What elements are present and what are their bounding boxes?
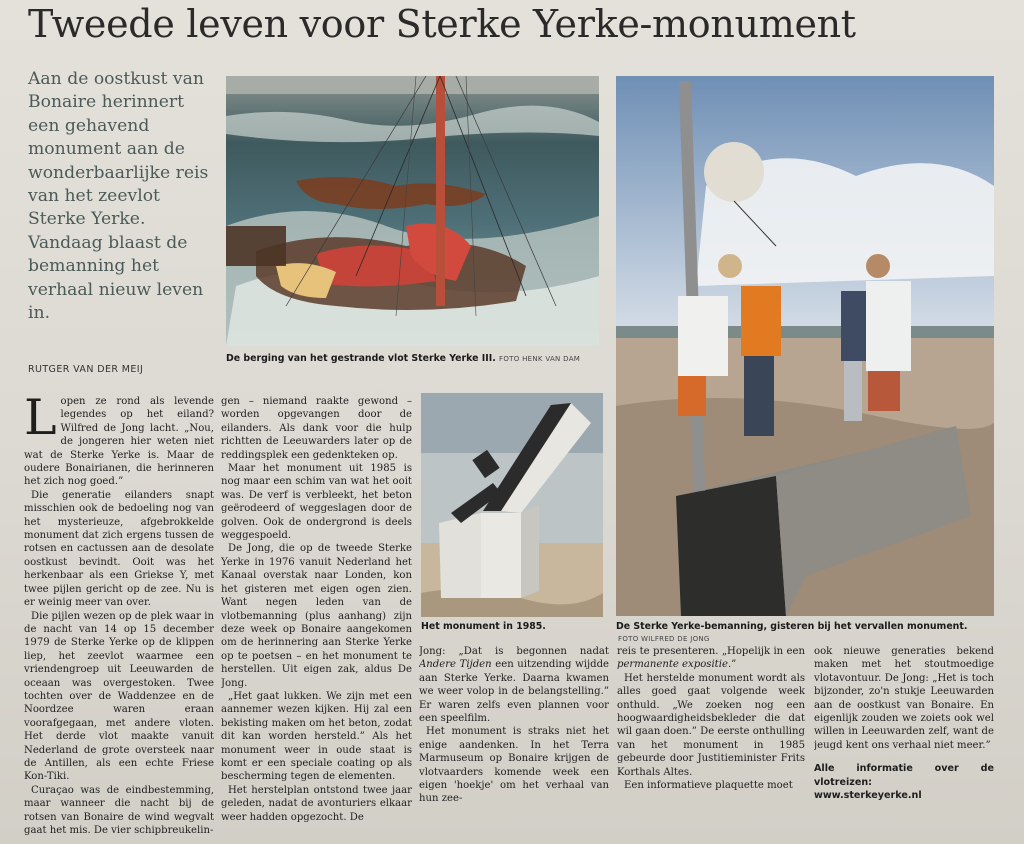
body-column-4: [617, 645, 805, 840]
text-run: reis te presenteren. „Hopelijk in een: [617, 646, 805, 657]
dropcap: L: [24, 395, 57, 446]
italic-phrase: permanente expositie: [617, 659, 728, 671]
paragraph: „Het gaat lukken. We zijn met een aannemer wezen kijken. Hij zal een bekisting maken om het beton, zodat dit kan worden hersteld.” Als het monument weer in oude staat is komt er een speciale coating op als bescherming tegen de elementen.: [221, 690, 412, 783]
text-run: Jong: „Dat is begonnen nadat: [419, 646, 609, 657]
crew-caption: De Sterke Yerke-bemanning, gisteren bij het vervallen monument.: [616, 621, 968, 632]
raft-caption: [226, 353, 580, 364]
monument-1985-photo: [421, 393, 603, 617]
paragraph: Een informatieve plaquette moet: [624, 780, 793, 792]
paragraph: gen – niemand raakte gewond – worden opgevangen door de eilanders. Als dank voor die hulp richtten de Leeuwarders later op de reddingsplek een gedenkteken op.: [221, 396, 412, 461]
headline: Tweede leven voor Sterke Yerke-monument: [28, 2, 856, 46]
text-run: .”: [727, 659, 737, 671]
raft-photo-credit: FOTO HENK VAN DAM: [499, 355, 581, 363]
raft-photo: [226, 76, 599, 346]
website-link[interactable]: www.sterkeyerke.nl: [814, 790, 922, 802]
program-title: Andere Tijden: [419, 659, 492, 671]
paragraph: open ze rond als levende legendes op het eiland? Wilfred de Jong lacht. „Nou, de jongeren hier weten niet wat de Sterke Yerke is. Maar de oudere Bonairianen, die herinneren het zich nog goed.”: [24, 396, 214, 488]
paragraph: Het monument is straks niet het enige aandenken. In het Terra Marmuseum op Bonaire krijgen de vlotvaarders komende week een eigen 'hoekje' om het verhaal van hun zee-: [419, 726, 609, 805]
text-run: een uitzending wijdde aan Sterke Yerke. Daarna kwamen we weer volop in de belangstelling.” Er waren zelfs even plannen voor een speelfilm.: [419, 659, 609, 725]
monument-1985-caption: Het monument in 1985.: [421, 621, 546, 632]
raft-caption-text: De berging van het gestrande vlot Sterke Yerke III.: [226, 353, 496, 364]
paragraph: Maar het monument uit 1985 is nog maar een schim van wat het ooit was. De verf is verbleekt, het beton geërodeerd of weggeslagen door de golven. Ook de ondergrond is deels weggespoeld.: [221, 463, 412, 542]
crew-photo: [616, 76, 994, 616]
body-column-5: [814, 645, 994, 840]
body-column-3: [419, 645, 609, 840]
info-heading: Alle informatie over de vlotreizen:: [814, 763, 994, 788]
paragraph: Die pijlen wezen op de plek waar in de nacht van 14 op 15 december 1979 de Sterke Yerke op de klippen liep, het zeevlot waarmee een vriendengroep uit Leeuwarden de oceaan was overgestoken. Twee tochten over de Waddenzee en de Noordzee waren eraan voorafgegaan, met andere vloten. Het derde vlot maakte vanuit Nederland de grote oversteek naar de Antillen, als een echte Friese Kon-Tiki.: [24, 610, 214, 783]
paragraph: Die generatie eilanders snapt misschien ook de bedoeling nog van het mysterieuze, afgebrokkelde monument dat zich ergens tussen de rotsen en cactussen aan de desolate oostkust bevindt. Ooit was het herkenbaar als een Griekse Y, met twee pijlen gericht op de zee. Nu is er weinig meer van over.: [24, 489, 214, 609]
paragraph: Het herstelde monument wordt als alles goed gaat volgende week onthuld. „We zoeken nog een hoogwaardigheidsbekleder die dat wil gaan doen.” De eerste onthulling van het monument in 1985 gebeurde door Justitieminister Frits Korthals Altes.: [617, 672, 805, 778]
paragraph: Het herstelplan ontstond twee jaar geleden, nadat de avonturiers elkaar weer hadden opgezocht. De: [221, 784, 412, 823]
paragraph: Curaçao was de eindbestemming, maar wanneer die nacht bij de rotsen van Bonaire de wind wegvalt gaat het mis. De vier schipbreukelin-: [24, 784, 214, 836]
paragraph: De Jong, die op de tweede Sterke Yerke in 1976 vanuit Nederland het Kanaal overstak naar Londen, kon het gisteren met eigen ogen zien. Want negen leden van de vlotbemanning (plus aanhang) zijn deze week op Bonaire aangekomen om de herinnering aan Sterke Yerke op te poetsen – en het monument te herstellen. Uit eigen zak, aldus De Jong.: [221, 543, 412, 689]
paragraph: ook nieuwe generaties bekend maken met het stoutmoedige vlotavontuur. De Jong: „Het is toch bijzonder, zo'n stukje Leeuwarden aan de oostkust van Bonaire. En eigenlijk zouden we zoiets ook wel willen in Leeuwarden zelf, want de jeugd kent ons verhaal niet meer.”: [814, 646, 994, 751]
byline: RUTGER VAN DER MEIJ: [28, 364, 144, 375]
crew-photo-credit: FOTO WILFRED DE JONG: [618, 635, 710, 643]
lede: Aan de oostkust van Bonaire herinnert een gehavend monument aan de wonderbaarlijke reis van het zeevlot Sterke Yerke. Vandaag blaast de bemanning het verhaal nieuw leven in.: [28, 69, 209, 324]
body-column-1: [24, 395, 214, 840]
body-column-2: [221, 395, 412, 840]
